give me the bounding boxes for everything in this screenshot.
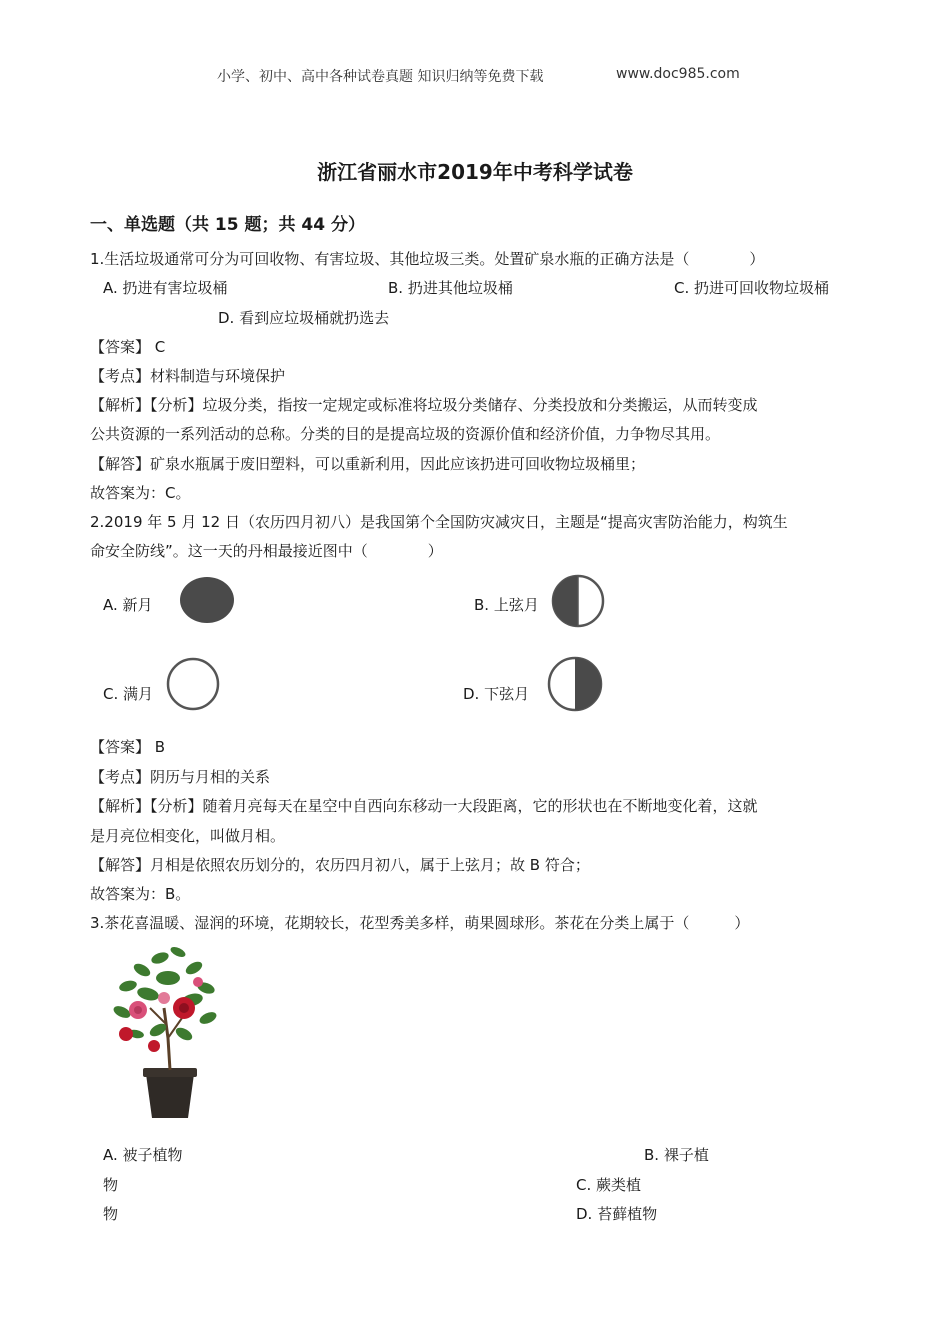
q2-option-c[interactable]: C. 满月: [103, 685, 154, 703]
q2-option-d[interactable]: D. 下弦月: [463, 685, 530, 703]
q1-option-b[interactable]: B. 扔进其他垃圾桶: [388, 279, 513, 297]
q2-point: 【考点】阴历与月相的关系: [90, 768, 271, 786]
q2-stem-line2: 命安全防线”。这一天的丹相最接近图中（ ）: [90, 542, 443, 560]
q2-answer: 【答案】 B: [90, 738, 166, 756]
q3-option-a[interactable]: A. 被子植物: [103, 1146, 183, 1164]
q2-analysis-line2: 是月亮位相变化，叫做月相。: [90, 827, 286, 845]
q1-analysis-line2: 公共资源的一系列活动的总称。分类的目的是提高垃圾的资源价值和经济价值，力争物尽其用。: [90, 425, 721, 443]
first-quarter-moon-icon: [547, 574, 609, 628]
page-title: 浙江省丽水市2019年中考科学试卷: [317, 160, 633, 184]
q2-option-b[interactable]: B. 上弦月: [474, 596, 539, 614]
header-site-link[interactable]: www.doc985.com: [616, 66, 740, 82]
q2-final: 故答案为：B。: [90, 885, 191, 903]
q1-answer: 【答案】 C: [90, 338, 166, 356]
q2-stem-line1: 2.2019 年 5 月 12 日（农历四月初八）是我国第个全国防灾减灾日，主题是“提高灾害防治能力，构筑生: [90, 513, 788, 531]
new-moon-icon: [178, 576, 238, 626]
camellia-plant-image: [98, 938, 224, 1120]
q1-solution: 【解答】矿泉水瓶属于废旧塑料，可以重新利用，因此应该扔进可回收物垃圾桶里；: [90, 455, 646, 473]
q2-analysis-line1: 【解析】【分析】随着月亮每天在星空中自西向东移动一大段距离，它的形状也在不断地变化着，这就: [90, 797, 758, 815]
full-moon-icon: [164, 656, 224, 714]
q3-option-d[interactable]: D. 苔藓植物: [576, 1205, 658, 1223]
q1-final: 故答案为：C。: [90, 484, 191, 502]
q1-point: 【考点】材料制造与环境保护: [90, 367, 286, 385]
q1-option-a[interactable]: A. 扔进有害垃圾桶: [103, 279, 228, 297]
last-quarter-moon-icon: [545, 656, 607, 714]
q3-option-b-wrap: 物: [103, 1176, 119, 1194]
q2-solution: 【解答】月相是依照农历划分的，农历四月初八，属于上弦月；故 B 符合；: [90, 856, 590, 874]
q2-option-a[interactable]: A. 新月: [103, 596, 153, 614]
q3-stem: 3.茶花喜温暖、湿润的环境，花期较长，花型秀美多样，萌果圆球形。茶花在分类上属于（ ）: [90, 914, 750, 932]
q3-option-c[interactable]: C. 蕨类植: [576, 1176, 642, 1194]
q1-option-d[interactable]: D. 看到应垃圾桶就扔选去: [218, 309, 390, 327]
q1-stem: 1.生活垃圾通常可分为可回收物、有害垃圾、其他垃圾三类。处置矿泉水瓶的正确方法是（ ）: [90, 250, 765, 268]
header-tagline: 小学、初中、高中各种试卷真题 知识归纳等免费下载: [217, 69, 544, 85]
q3-option-c-wrap: 物: [103, 1205, 119, 1223]
q1-analysis-line1: 【解析】【分析】垃圾分类，指按一定规定或标准将垃圾分类储存、分类投放和分类搬运，从而转变成: [90, 396, 758, 414]
section-heading: 一、单选题（共 15 题；共 44 分）: [90, 215, 365, 235]
q1-option-c[interactable]: C. 扔进可回收物垃圾桶: [674, 279, 830, 297]
q3-option-b[interactable]: B. 裸子植: [644, 1146, 709, 1164]
